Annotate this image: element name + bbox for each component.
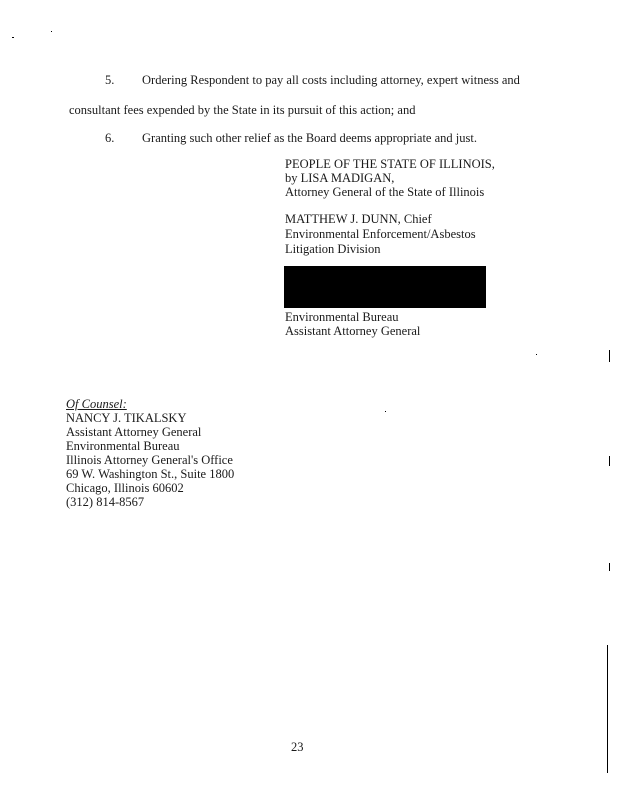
signature-chief-line1: MATTHEW J. DUNN, Chief (285, 212, 432, 226)
counsel-street: 69 W. Washington St., Suite 1800 (66, 467, 235, 481)
signature-party-line3: Attorney General of the State of Illinois (285, 185, 485, 199)
counsel-office: Illinois Attorney General's Office (66, 453, 233, 467)
item6-text: Granting such other relief as the Board deems appropriate and just. (142, 131, 477, 145)
scan-speck (385, 411, 386, 412)
counsel-phone: (312) 814-8567 (66, 495, 145, 509)
scan-speck (51, 31, 52, 32)
signature-chief-line2: Environmental Enforcement/Asbestos (285, 227, 476, 241)
scan-speck (536, 354, 537, 355)
counsel-name: NANCY J. TIKALSKY (66, 411, 187, 425)
scan-edge-mark (609, 563, 610, 571)
item5-number: 5. (105, 73, 115, 87)
signature-bureau: Environmental Bureau (285, 310, 399, 324)
item5-line1: Ordering Respondent to pay all costs including attorney, expert witness and (142, 73, 520, 87)
item5-line2: consultant fees expended by the State in its pursuit of this action; and (69, 103, 416, 117)
scan-edge-mark (609, 456, 610, 466)
counsel-city: Chicago, Illinois 60602 (66, 481, 184, 495)
redaction-block (284, 266, 486, 308)
scan-edge-line (607, 645, 608, 773)
scan-edge-mark (609, 350, 610, 362)
counsel-bureau: Environmental Bureau (66, 439, 180, 453)
signature-party-line2: by LISA MADIGAN, (285, 171, 395, 185)
item6-number: 6. (105, 131, 115, 145)
signature-chief-line3: Litigation Division (285, 242, 381, 256)
page-number: 23 (291, 740, 304, 754)
counsel-heading: Of Counsel: (66, 397, 127, 411)
scan-speck (12, 37, 14, 38)
signature-title: Assistant Attorney General (285, 324, 421, 338)
counsel-title: Assistant Attorney General (66, 425, 202, 439)
signature-party-line1: PEOPLE OF THE STATE OF ILLINOIS, (285, 157, 495, 171)
